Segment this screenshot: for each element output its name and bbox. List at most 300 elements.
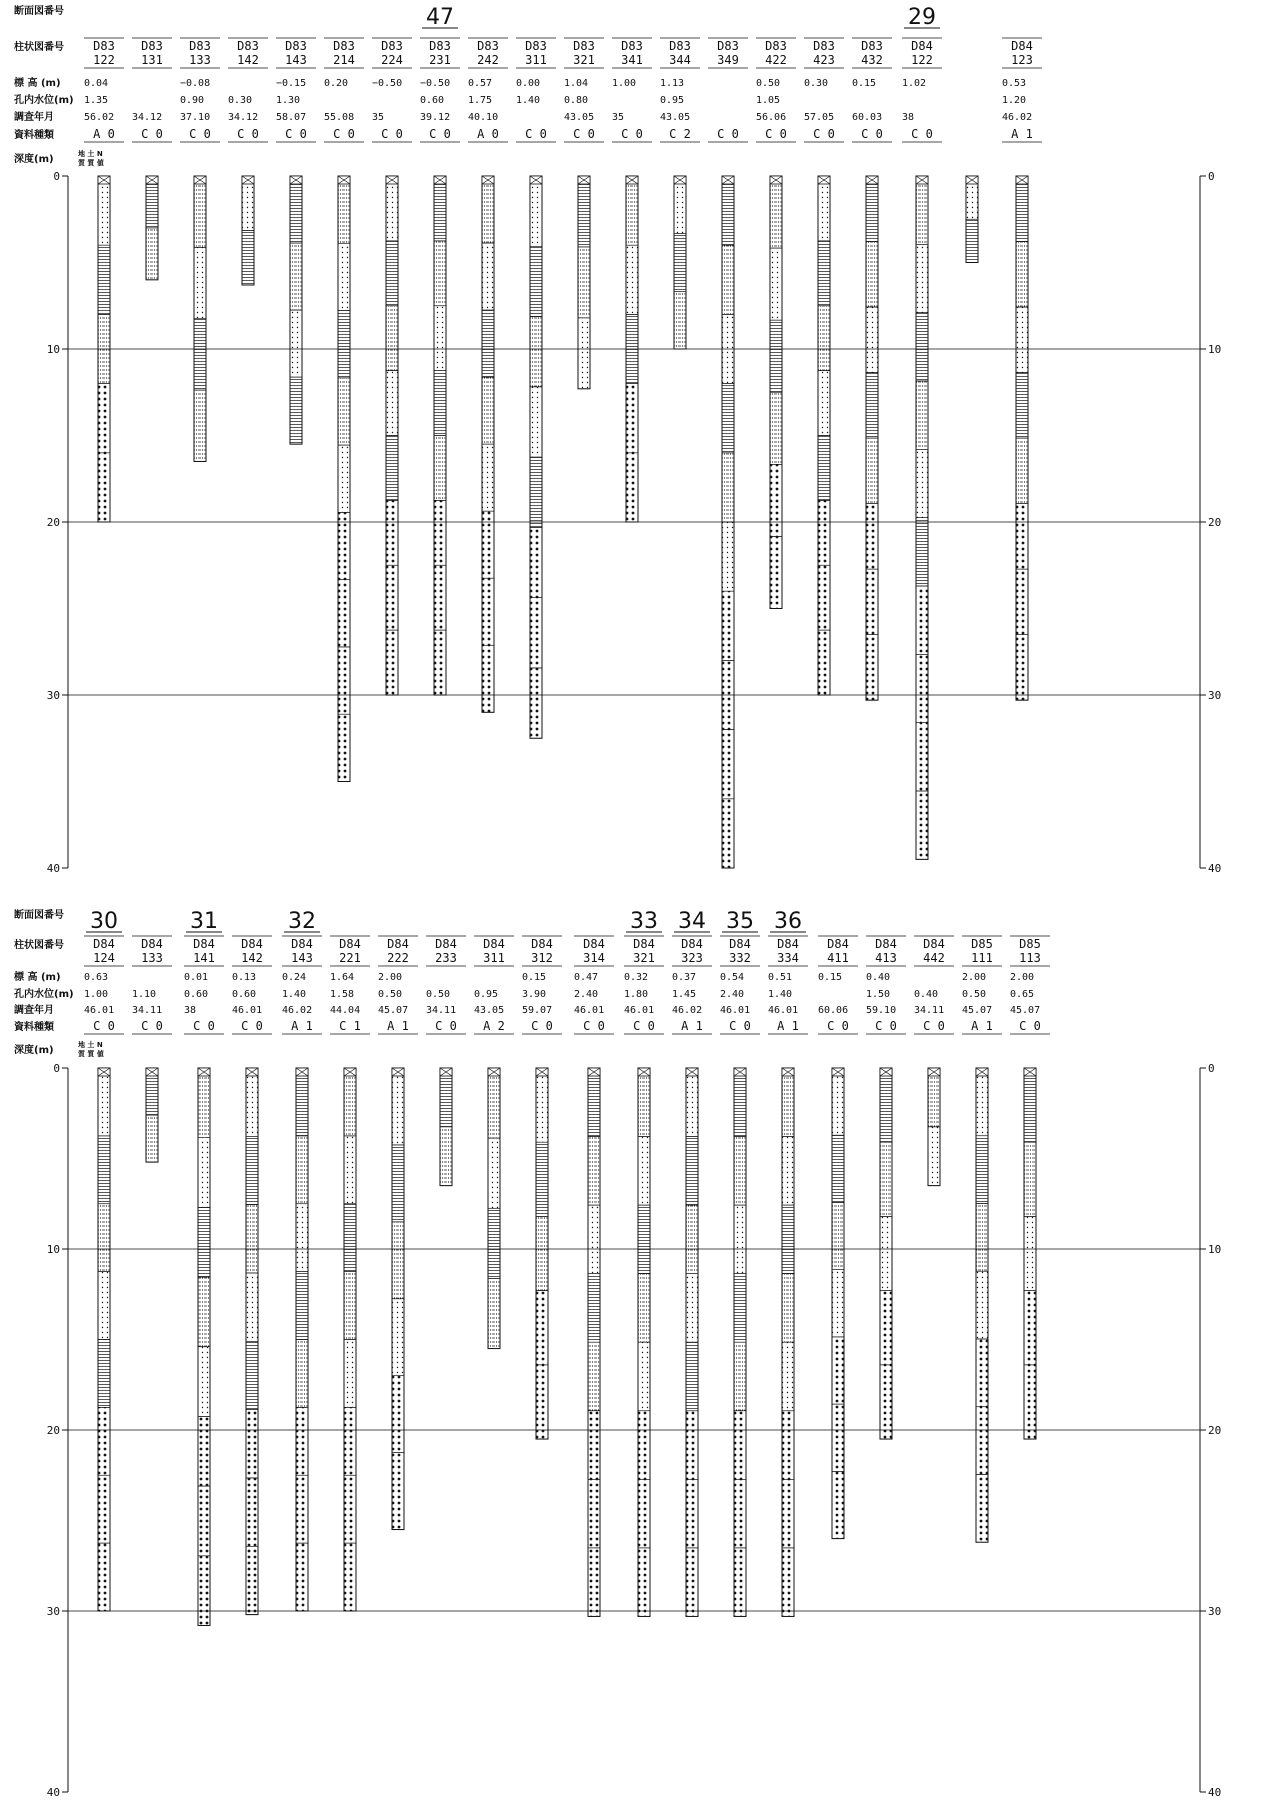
borehole-id-number: 143 — [285, 53, 307, 67]
soil-layer — [530, 457, 542, 527]
soil-layer — [674, 291, 686, 349]
survey-date-value: 60.06 — [818, 1005, 849, 1016]
soil-layer — [782, 1411, 794, 1480]
borehole — [324, 38, 364, 782]
soil-layer — [344, 1475, 356, 1543]
water-level-value: 0.95 — [660, 95, 685, 106]
soil-layer — [1024, 1142, 1036, 1216]
soil-layer — [734, 1205, 746, 1274]
borehole-id-number: 334 — [777, 951, 799, 965]
borehole — [768, 909, 808, 1616]
soil-layer — [338, 512, 350, 579]
soil-layer — [880, 1142, 892, 1216]
soil-layer — [916, 518, 928, 586]
left-tick-label: 30 — [46, 689, 60, 702]
soil-layer — [578, 176, 590, 247]
borehole-id-prefix: D84 — [875, 937, 897, 951]
survey-date-value: 34.12 — [228, 112, 259, 123]
soil-layer — [880, 1365, 892, 1439]
water-level-value: 1.40 — [282, 989, 307, 1000]
soil-layer — [296, 1475, 308, 1543]
section-number: 29 — [908, 5, 936, 30]
borehole-id-prefix: D83 — [141, 39, 163, 53]
borehole — [180, 38, 220, 461]
survey-date-value: 46.02 — [282, 1005, 313, 1016]
soil-layer — [434, 371, 446, 436]
soil-layer — [880, 1291, 892, 1365]
survey-date-value: 55.08 — [324, 112, 355, 123]
soil-layer — [98, 1204, 110, 1272]
data-type-value: C 0 — [923, 1019, 945, 1033]
survey-date-value: 43.05 — [564, 112, 595, 123]
borehole-id-number: 143 — [291, 951, 313, 965]
borehole-id-prefix: D84 — [633, 937, 655, 951]
soil-layer — [530, 668, 542, 738]
survey-date-value: 45.07 — [1010, 1005, 1041, 1016]
data-type-value: C 0 — [765, 127, 787, 141]
left-tick-label: 20 — [46, 516, 60, 529]
soil-layer — [722, 799, 734, 868]
soil-layer — [916, 381, 928, 449]
soil-layer — [296, 1136, 308, 1204]
soil-layer — [246, 1478, 258, 1546]
soil-layer — [338, 714, 350, 781]
water-level-value: 0.60 — [232, 989, 257, 1000]
soil-layer — [638, 1479, 650, 1548]
data-type-value: C 0 — [1019, 1019, 1041, 1033]
soil-layer — [246, 1546, 258, 1614]
survey-date-value: 56.06 — [756, 112, 787, 123]
borehole — [756, 38, 796, 609]
soil-layer — [146, 1115, 158, 1162]
depth-label: 深度(m) — [14, 1045, 54, 1056]
data-type-value: A 0 — [477, 127, 499, 141]
soil-layer — [392, 1222, 404, 1299]
soil-layer — [818, 500, 830, 565]
soil-layer — [686, 1548, 698, 1617]
right-tick-label: 0 — [1208, 170, 1215, 183]
soil-layer — [916, 791, 928, 859]
survey-date-label: 調査年月 — [14, 112, 54, 123]
data-type-value: C 0 — [813, 127, 835, 141]
soil-layer — [734, 1479, 746, 1548]
soil-layer — [782, 1274, 794, 1343]
soil-layer — [880, 1068, 892, 1142]
soil-layer — [392, 1068, 404, 1145]
survey-date-value: 57.05 — [804, 112, 835, 123]
borehole-id-prefix: D84 — [729, 937, 751, 951]
right-tick-label: 30 — [1208, 689, 1222, 702]
soil-layer — [338, 647, 350, 714]
soil-layer — [578, 247, 590, 318]
data-type-value: A 1 — [387, 1019, 409, 1033]
soil-layer — [536, 1291, 548, 1365]
section-number: 47 — [426, 5, 454, 30]
soil-layer — [482, 511, 494, 578]
borehole — [902, 5, 942, 859]
soil-layer — [686, 1411, 698, 1480]
soil-layer — [246, 1205, 258, 1273]
data-type-value: C 0 — [717, 127, 739, 141]
soil-layer — [198, 1556, 210, 1626]
borehole-id-prefix: D83 — [93, 39, 115, 53]
borehole-id-prefix: D83 — [525, 39, 547, 53]
soil-layer — [530, 598, 542, 668]
soil-layer — [722, 453, 734, 522]
borehole-id-number: 423 — [813, 53, 835, 67]
soil-layer — [916, 176, 928, 244]
section-label: 断面図番号 — [14, 6, 64, 17]
water-level-value: 1.75 — [468, 95, 493, 106]
water-level-value: 1.50 — [866, 989, 891, 1000]
data-type-value: A 0 — [93, 127, 115, 141]
section-number: 31 — [190, 909, 218, 934]
left-tick-label: 40 — [46, 1786, 60, 1799]
soil-layer — [482, 645, 494, 712]
borehole-id-prefix: D83 — [381, 39, 403, 53]
soil-layer — [1016, 504, 1028, 570]
soil-layer — [866, 242, 878, 308]
soil-layer — [434, 306, 446, 371]
soil-layer — [246, 1273, 258, 1341]
elevation-value: 0.32 — [624, 972, 649, 983]
water-level-value: 1.05 — [756, 95, 781, 106]
soil-layer — [674, 234, 686, 292]
soil-layer — [1016, 569, 1028, 635]
data-type-value: C 0 — [237, 127, 259, 141]
borehole-id-number: 142 — [241, 951, 263, 965]
borehole-id-prefix: D83 — [285, 39, 307, 53]
water-level-value: 1.30 — [276, 95, 301, 106]
soil-layer — [770, 464, 782, 536]
soil-layer — [392, 1376, 404, 1453]
soil-layer — [976, 1474, 988, 1542]
data-type-value: C 0 — [875, 1019, 897, 1033]
water-level-value: 0.30 — [228, 95, 253, 106]
soil-layer — [818, 565, 830, 630]
soil-layer — [722, 176, 734, 245]
soil-layer — [832, 1471, 844, 1538]
water-level-value: 0.50 — [378, 989, 403, 1000]
soil-layer — [98, 384, 110, 453]
soil-layer — [638, 1548, 650, 1617]
data-type-value: A 1 — [291, 1019, 313, 1033]
soil-layer — [536, 1068, 548, 1142]
water-level-label: 孔内水位(m) — [14, 989, 74, 1000]
survey-date-value: 37.10 — [180, 112, 211, 123]
data-type-value: C 0 — [333, 127, 355, 141]
borehole — [84, 38, 124, 522]
soil-layer — [722, 314, 734, 383]
soil-header-2: 質 質 値 — [78, 1050, 104, 1058]
survey-date-value: 45.07 — [962, 1005, 993, 1016]
soil-layer — [722, 591, 734, 660]
water-level-value: 0.65 — [1010, 989, 1035, 1000]
borehole — [468, 38, 508, 712]
soil-layer — [782, 1342, 794, 1411]
soil-layer — [386, 565, 398, 630]
soil-layer — [246, 1341, 258, 1409]
soil-layer — [588, 1137, 600, 1206]
borehole — [818, 936, 858, 1539]
column-label: 柱状図番号 — [14, 42, 64, 53]
borehole — [966, 176, 978, 263]
borehole — [228, 38, 268, 285]
borehole-id-number: 113 — [1019, 951, 1041, 965]
soil-layer — [392, 1299, 404, 1376]
survey-date-value: 34.11 — [426, 1005, 457, 1016]
soil-layer — [338, 445, 350, 512]
soil-layer — [488, 1068, 500, 1138]
soil-layer — [1024, 1365, 1036, 1439]
elevation-value: 0.01 — [184, 972, 209, 983]
data-type-value: A 1 — [971, 1019, 993, 1033]
borehole-id-prefix: D83 — [813, 39, 835, 53]
borehole-id-prefix: D83 — [621, 39, 643, 53]
soil-layer — [1016, 438, 1028, 504]
soil-layer — [734, 1274, 746, 1343]
borehole-id-prefix: D83 — [333, 39, 355, 53]
elevation-value: −0.50 — [372, 78, 403, 89]
soil-header-2: 質 質 値 — [78, 159, 104, 167]
borehole — [624, 909, 664, 1616]
soil-layer — [290, 243, 302, 310]
data-type-value: C 0 — [621, 127, 643, 141]
data-type-value: C 0 — [141, 1019, 163, 1033]
borehole — [184, 909, 224, 1625]
borehole — [708, 38, 748, 868]
elevation-value: 0.04 — [84, 78, 109, 89]
soil-layer — [866, 569, 878, 635]
borehole-id-number: 111 — [971, 951, 993, 965]
borehole — [574, 936, 614, 1616]
data-type-value: A 2 — [483, 1019, 505, 1033]
water-level-value: 2.40 — [720, 989, 745, 1000]
soil-layer — [866, 307, 878, 373]
borehole — [132, 38, 172, 280]
soil-layer — [734, 1068, 746, 1137]
depth-label: 深度(m) — [14, 154, 54, 165]
soil-layer — [1016, 242, 1028, 308]
soil-layer — [734, 1548, 746, 1617]
soil-layer — [434, 630, 446, 695]
data-type-value: C 0 — [435, 1019, 457, 1033]
water-level-value: 2.40 — [574, 989, 599, 1000]
elevation-value: 0.53 — [1002, 78, 1027, 89]
data-type-value: C 1 — [339, 1019, 361, 1033]
water-level-value: 1.40 — [516, 95, 541, 106]
borehole-id-number: 341 — [621, 53, 643, 67]
borehole-id-prefix: D84 — [141, 937, 163, 951]
survey-date-value: 43.05 — [474, 1005, 505, 1016]
soil-layer — [734, 1342, 746, 1411]
soil-layer — [578, 318, 590, 389]
soil-layer — [98, 453, 110, 522]
right-tick-label: 10 — [1208, 1243, 1222, 1256]
elevation-value: 0.15 — [522, 972, 547, 983]
soil-layer — [146, 228, 158, 280]
soil-layer — [344, 1340, 356, 1408]
elevation-label: 標 高 (m) — [14, 972, 61, 983]
borehole-id-number: 344 — [669, 53, 691, 67]
borehole-id-number: 413 — [875, 951, 897, 965]
soil-layer — [866, 176, 878, 242]
soil-layer — [1016, 635, 1028, 701]
soil-layer — [488, 1278, 500, 1348]
survey-date-value: 39.12 — [420, 112, 451, 123]
borehole-id-prefix: D85 — [971, 937, 993, 951]
soil-layer — [638, 1274, 650, 1343]
data-type-value: C 0 — [93, 1019, 115, 1033]
borehole-id-number: 131 — [141, 53, 163, 67]
borehole-id-number: 321 — [573, 53, 595, 67]
section-label: 断面図番号 — [14, 910, 64, 921]
data-type-label: 資料種類 — [14, 1022, 54, 1033]
data-type-value: C 0 — [193, 1019, 215, 1033]
soil-layer — [832, 1135, 844, 1202]
soil-layer — [536, 1365, 548, 1439]
soil-layer — [434, 565, 446, 630]
soil-layer — [818, 306, 830, 371]
borehole — [522, 936, 562, 1439]
borehole-id-prefix: D83 — [237, 39, 259, 53]
elevation-label: 標 高 (m) — [14, 78, 61, 89]
soil-layer — [588, 1274, 600, 1343]
soil-layer — [246, 1136, 258, 1204]
soil-layer — [686, 1205, 698, 1274]
soil-layer — [194, 247, 206, 318]
borehole — [474, 936, 514, 1349]
soil-layer — [434, 176, 446, 241]
soil-layer — [782, 1479, 794, 1548]
soil-layer — [246, 1410, 258, 1478]
elevation-value: 0.50 — [756, 78, 781, 89]
water-level-value: 1.35 — [84, 95, 109, 106]
survey-date-value: 34.11 — [914, 1005, 945, 1016]
borehole — [276, 38, 316, 444]
soil-layer — [866, 635, 878, 701]
survey-date-value: 34.12 — [132, 112, 163, 123]
soil-layer — [866, 438, 878, 504]
soil-header: 地 土 N — [78, 1041, 103, 1049]
soil-layer — [344, 1272, 356, 1340]
soil-layer — [588, 1342, 600, 1411]
borehole-id-number: 242 — [477, 53, 499, 67]
data-type-value: C 0 — [241, 1019, 263, 1033]
survey-date-value: 38 — [184, 1005, 197, 1016]
borehole — [866, 936, 906, 1439]
borehole — [84, 909, 124, 1611]
soil-layer — [290, 310, 302, 377]
right-tick-label: 40 — [1208, 1786, 1222, 1799]
borehole-id-number: 432 — [861, 53, 883, 67]
soil-layer — [338, 580, 350, 647]
water-level-value: 1.20 — [1002, 95, 1027, 106]
soil-layer — [392, 1453, 404, 1530]
borehole — [804, 38, 844, 695]
soil-layer — [686, 1274, 698, 1343]
water-level-value: 1.45 — [672, 989, 697, 1000]
soil-layer — [386, 630, 398, 695]
borehole-id-number: 222 — [387, 951, 409, 965]
borehole-id-prefix: D84 — [387, 937, 409, 951]
borehole-id-prefix: D83 — [861, 39, 883, 53]
data-type-value: C 0 — [573, 127, 595, 141]
left-tick-label: 20 — [46, 1424, 60, 1437]
data-type-value: C 0 — [381, 127, 403, 141]
soil-layer — [626, 245, 638, 314]
soil-layer — [818, 241, 830, 306]
soil-layer — [626, 176, 638, 245]
borehole — [516, 38, 556, 738]
right-tick-label: 20 — [1208, 1424, 1222, 1437]
borehole-id-number: 122 — [911, 53, 933, 67]
section-number: 32 — [288, 909, 316, 934]
elevation-value: 0.15 — [852, 78, 877, 89]
soil-layer — [1024, 1291, 1036, 1365]
borehole-id-number: 411 — [827, 951, 849, 965]
borehole — [914, 936, 954, 1186]
data-type-value: C 0 — [911, 127, 933, 141]
soil-layer — [832, 1270, 844, 1337]
soil-layer — [386, 241, 398, 306]
elevation-value: 0.54 — [720, 972, 745, 983]
borehole-id-number: 214 — [333, 53, 355, 67]
borehole-id-prefix: D84 — [583, 937, 605, 951]
section-number: 36 — [774, 909, 802, 934]
soil-layer — [722, 384, 734, 453]
borehole-id-number: 141 — [193, 951, 215, 965]
elevation-value: 1.64 — [330, 972, 355, 983]
soil-layer — [194, 390, 206, 461]
soil-layer — [530, 527, 542, 597]
soil-layer — [530, 317, 542, 387]
soil-layer — [588, 1548, 600, 1617]
soil-layer — [386, 176, 398, 241]
elevation-value: −0.50 — [420, 78, 451, 89]
soil-layer — [98, 1136, 110, 1204]
soil-layer — [98, 176, 110, 245]
soil-layer — [536, 1142, 548, 1216]
elevation-value: 0.51 — [768, 972, 793, 983]
borehole — [426, 936, 466, 1186]
soil-layer — [392, 1145, 404, 1222]
soil-layer — [770, 320, 782, 392]
data-type-value: C 0 — [189, 127, 211, 141]
water-level-value: 0.50 — [962, 989, 987, 1000]
section-number: 34 — [678, 909, 706, 934]
water-level-value: 1.40 — [768, 989, 793, 1000]
elevation-value: 0.24 — [282, 972, 307, 983]
borehole-id-number: 233 — [435, 951, 457, 965]
survey-date-value: 46.01 — [84, 1005, 115, 1016]
right-tick-label: 40 — [1208, 862, 1222, 875]
water-level-value: 0.50 — [426, 989, 451, 1000]
left-tick-label: 0 — [53, 170, 60, 183]
data-type-value: C 0 — [285, 127, 307, 141]
data-type-value: C 0 — [861, 127, 883, 141]
survey-date-value: 45.07 — [378, 1005, 409, 1016]
water-level-value: 0.40 — [914, 989, 939, 1000]
soil-layer — [482, 243, 494, 310]
soil-layer — [338, 378, 350, 445]
soil-layer — [198, 1207, 210, 1277]
water-level-value: 1.58 — [330, 989, 355, 1000]
soil-header: 地 土 N — [78, 150, 103, 158]
soil-layer — [98, 1475, 110, 1543]
survey-date-value: 56.02 — [84, 112, 115, 123]
borehole-id-number: 442 — [923, 951, 945, 965]
